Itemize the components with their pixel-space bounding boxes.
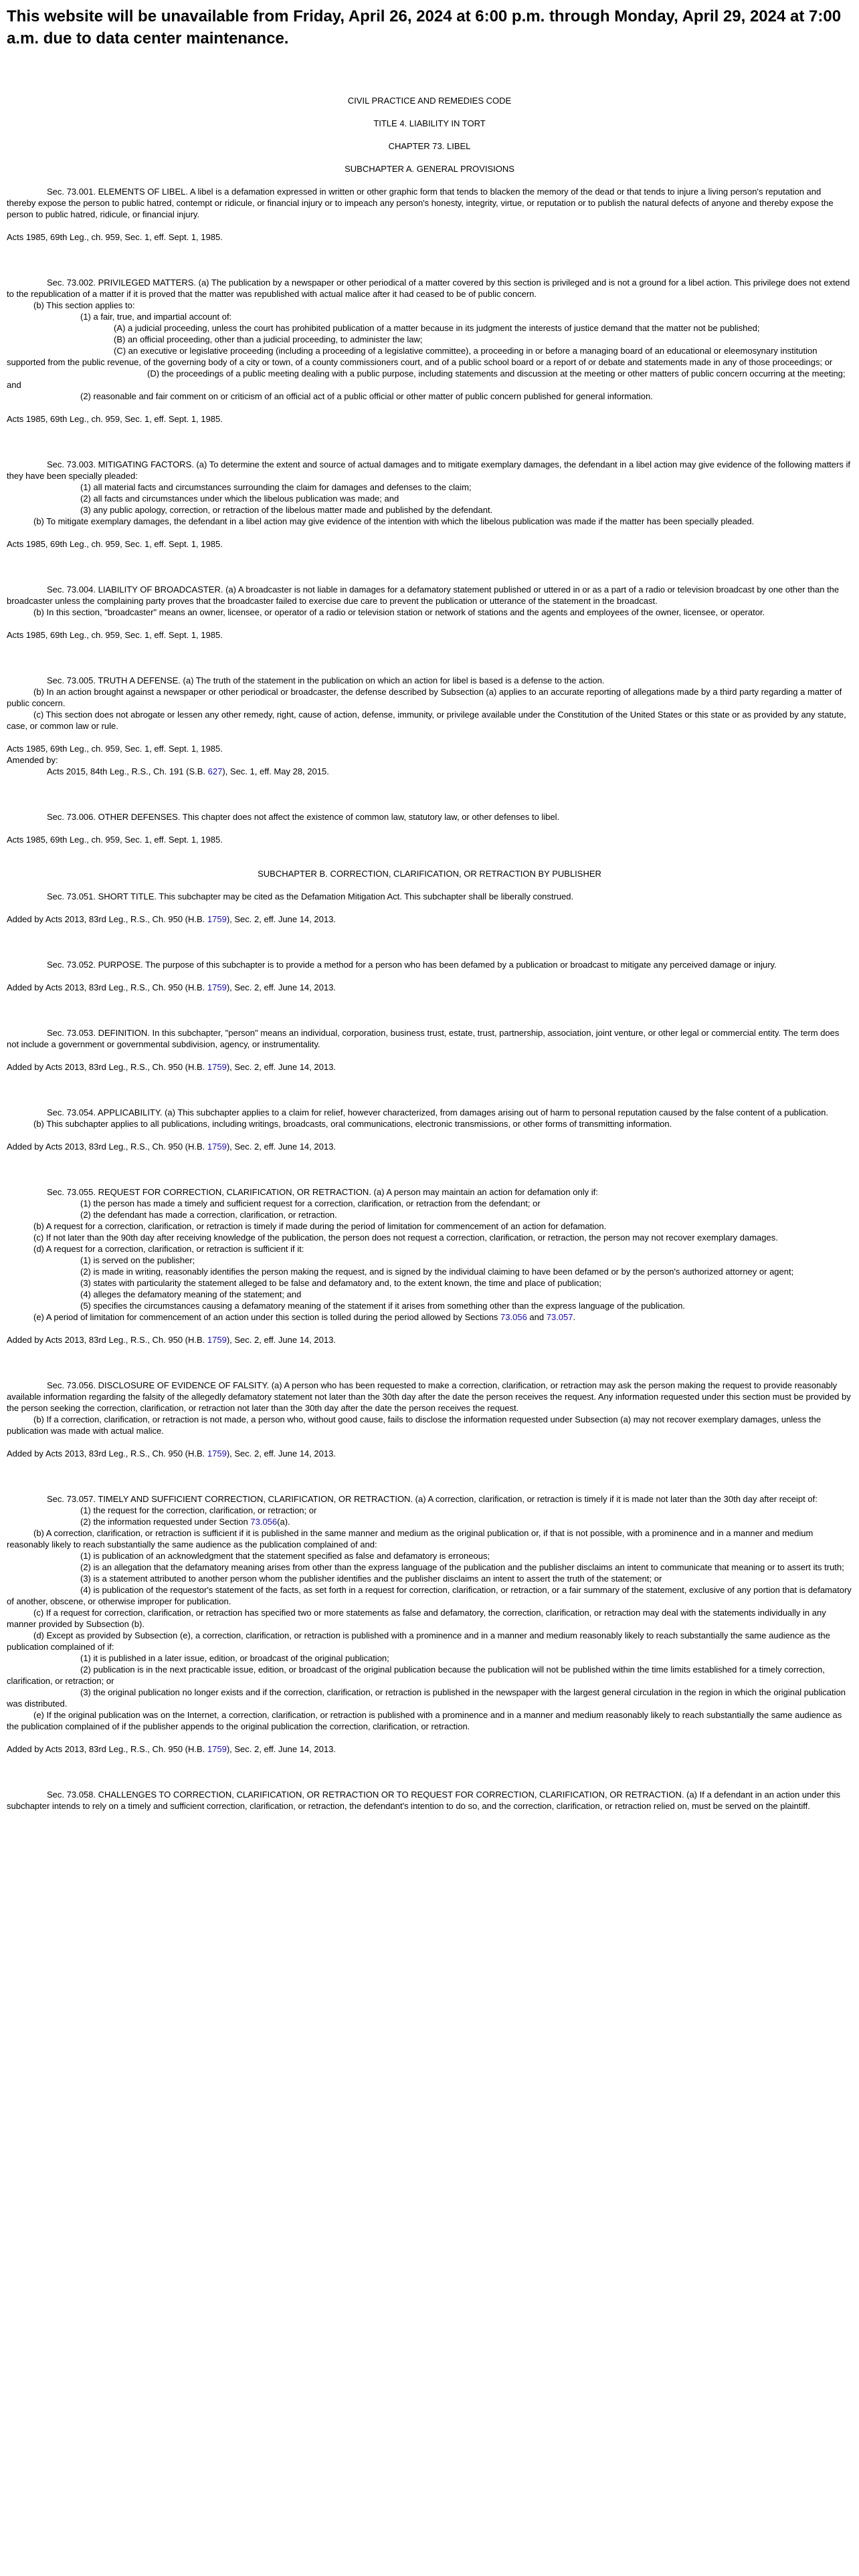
section-link-73-057[interactable]: 73.057 bbox=[546, 1312, 573, 1322]
section-73-004-a: Sec. 73.004. LIABILITY OF BROADCASTER. (a) A broadcaster is not liable in damages for a defamatory statement published or uttered in or as a part of a radio or television broadcast by one other than the broadcaster unless the complaining party proves that the broadcaster failed to exercise due care to prevent the publication or utterance of the statement in the broadcast. bbox=[7, 584, 840, 606]
section-73-002-b1d: (D) the proceedings of a public meeting dealing with a public purpose, including statements and discussion at the meeting or other matters of public concern occurring at the meeting; and bbox=[7, 368, 846, 390]
history-note: Acts 1985, 69th Leg., ch. 959, Sec. 1, eff. Sept. 1, 1985. bbox=[7, 414, 223, 424]
section-73-055-d5: (5) specifies the circumstances causing a defamatory meaning of the statement if it arises from something other than the express language of the publication. bbox=[80, 1301, 685, 1311]
history-text: Added by Acts 2013, 83rd Leg., R.S., Ch. 950 (H.B. bbox=[7, 1744, 207, 1754]
history-note bbox=[7, 1061, 852, 1073]
bill-link-hb-1759[interactable]: 1759 bbox=[207, 1142, 227, 1152]
amendment-note bbox=[7, 766, 852, 777]
section-73-055-e bbox=[7, 1311, 852, 1323]
section-73-057-c: (c) If a request for correction, clarification, or retraction has specified two or more statements as false and defamatory, the correction, clarification, or retraction may deal with the statements individually in any manner provided by Subsection (b). bbox=[7, 1608, 826, 1629]
section-73-055-a: Sec. 73.055. REQUEST FOR CORRECTION, CLARIFICATION, OR RETRACTION. (a) A person may maintain an action for defamation only if: bbox=[47, 1187, 598, 1197]
history-note bbox=[7, 1141, 852, 1152]
section-text: . bbox=[573, 1312, 576, 1322]
section-73-056-b: (b) If a correction, clarification, or retraction is not made, a person who, without good cause, fails to disclose the information requested under Subsection (a) may not recover exemplary damages, unless the publication was made with actual malice. bbox=[7, 1414, 822, 1436]
section-text: (e) A period of limitation for commencement of an action under this section is tolled during the period allowed by Sections bbox=[33, 1312, 501, 1322]
history-text: ), Sec. 2, eff. June 14, 2013. bbox=[226, 1335, 336, 1345]
section-73-054-b: (b) This subchapter applies to all publications, including writings, broadcasts, oral communications, electronic transmissions, or other forms of transmitting information. bbox=[33, 1119, 672, 1129]
section-text: and bbox=[527, 1312, 547, 1322]
section-73-002-b: (b) This section applies to: bbox=[33, 300, 135, 310]
section-73-057-b: (b) A correction, clarification, or retraction is sufficient if it is published in the same manner and medium as the original publication or, if that is not possible, with a prominence and in a manner and medium reasonably likely to reach substantially the same audience as the publication complained of and: bbox=[7, 1528, 814, 1549]
history-text: ), Sec. 2, eff. June 14, 2013. bbox=[226, 1744, 336, 1754]
section-73-057-b1: (1) is publication of an acknowledgment that the statement specified as false and defamatory is erroneous; bbox=[80, 1551, 490, 1561]
section-73-055-b: (b) A request for a correction, clarification, or retraction is timely if made during the period of limitation for commencement of an action for defamation. bbox=[33, 1221, 607, 1231]
amended-by-label: Amended by: bbox=[7, 755, 58, 765]
history-text: Added by Acts 2013, 83rd Leg., R.S., Ch. 950 (H.B. bbox=[7, 914, 207, 924]
section-73-052: Sec. 73.052. PURPOSE. The purpose of this subchapter is to provide a method for a person who has been defamed by a publication or broadcast to mitigate any perceived damage or injury. bbox=[47, 960, 777, 970]
section-73-002-b1a: (A) a judicial proceeding, unless the court has prohibited publication of a matter because in its judgment the interests of justice demand that the matter not be published; bbox=[114, 323, 760, 333]
history-text: ), Sec. 2, eff. June 14, 2013. bbox=[226, 1448, 336, 1459]
section-73-002-b1: (1) a fair, true, and impartial account of: bbox=[80, 312, 232, 322]
title-heading: TITLE 4. LIABILITY IN TORT bbox=[373, 118, 486, 128]
history-text: Added by Acts 2013, 83rd Leg., R.S., Ch. 950 (H.B. bbox=[7, 1142, 207, 1152]
section-73-003-b: (b) To mitigate exemplary damages, the defendant in a libel action may give evidence of the intention with which the libelous publication was made if the matter has been specially pleaded. bbox=[33, 516, 755, 526]
subchapter-a-heading: SUBCHAPTER A. GENERAL PROVISIONS bbox=[345, 164, 514, 174]
section-73-005-b: (b) In an action brought against a newspaper or other periodical or broadcaster, the defense described by Subsection (a) applies to an accurate reporting of allegations made by a third party regarding a matter of public concern. bbox=[7, 687, 842, 708]
section-text: (a). bbox=[277, 1517, 290, 1527]
section-73-057-a1: (1) the request for the correction, clarification, or retraction; or bbox=[80, 1505, 317, 1515]
section-73-002-b1c: (C) an executive or legislative proceeding (including a proceeding of a legislative committee), a proceeding in or before a managing board of an educational or eleemosynary institution supported from the public revenue, of the governing body of a city or town, of a county commissioners court, and of a public school board or a report of or debate and statements made in any of those proceedings; or bbox=[7, 346, 833, 367]
history-note: Acts 1985, 69th Leg., ch. 959, Sec. 1, eff. Sept. 1, 1985. bbox=[7, 630, 223, 640]
section-73-057-b4: (4) is publication of the requestor's statement of the facts, as set forth in a request for correction, clarification, or retraction, or a fair summary of the statement, exclusive of any portion that is defamatory of another, obscene, or otherwise improper for publication. bbox=[7, 1585, 852, 1606]
section-73-055-d3: (3) states with particularity the statement alleged to be false and defamatory and, to the extent known, the time and place of publication; bbox=[80, 1278, 602, 1288]
amendment-text: Acts 2015, 84th Leg., R.S., Ch. 191 (S.B. bbox=[47, 766, 208, 776]
history-note: Acts 1985, 69th Leg., ch. 959, Sec. 1, eff. Sept. 1, 1985. bbox=[7, 835, 223, 845]
section-73-005-c: (c) This section does not abrogate or lessen any other remedy, right, cause of action, defense, immunity, or privilege available under the Constitution of the United States or this state or as provided by any statute, case, or common law or rule. bbox=[7, 710, 846, 731]
statute-document bbox=[0, 49, 859, 1812]
history-note bbox=[7, 914, 852, 925]
section-text: (2) the information requested under Section bbox=[80, 1517, 251, 1527]
section-73-057-b2: (2) is an allegation that the defamatory meaning arises from other than the express language of the publication and the publisher disclaims an intent to communicate that meaning or to assert its truth; bbox=[80, 1562, 844, 1572]
section-73-055-d4: (4) alleges the defamatory meaning of the statement; and bbox=[80, 1289, 302, 1299]
section-73-003-a: Sec. 73.003. MITIGATING FACTORS. (a) To determine the extent and source of actual damages and to mitigate exemplary damages, the defendant in a libel action may give evidence of the following matters if they have been specially pleaded: bbox=[7, 459, 850, 481]
section-73-003-a1: (1) all material facts and circumstances surrounding the claim for damages and defenses to the claim; bbox=[80, 482, 472, 492]
history-note bbox=[7, 1743, 852, 1755]
section-link-73-056[interactable]: 73.056 bbox=[250, 1517, 278, 1527]
section-link-73-056[interactable]: 73.056 bbox=[500, 1312, 527, 1322]
history-text: Added by Acts 2013, 83rd Leg., R.S., Ch. 950 (H.B. bbox=[7, 1448, 207, 1459]
section-73-057-e: (e) If the original publication was on the Internet, a correction, clarification, or retraction is published with a prominence and in a manner and medium reasonably likely to reach substantially the same audience as the publication complained of if the publisher appends to the original publication the correction, clarification, or retraction. bbox=[7, 1710, 842, 1731]
subchapter-b-heading: SUBCHAPTER B. CORRECTION, CLARIFICATION, OR RETRACTION BY PUBLISHER bbox=[258, 869, 601, 879]
history-text: Added by Acts 2013, 83rd Leg., R.S., Ch. 950 (H.B. bbox=[7, 1335, 207, 1345]
section-73-054-a: Sec. 73.054. APPLICABILITY. (a) This subchapter applies to a claim for relief, however characterized, from damages arising out of harm to personal reputation caused by the false content of a publication. bbox=[47, 1107, 828, 1117]
section-73-055-d: (d) A request for a correction, clarification, or retraction is sufficient if it: bbox=[33, 1244, 304, 1254]
section-73-057-d1: (1) it is published in a later issue, edition, or broadcast of the original publication; bbox=[80, 1653, 389, 1663]
maintenance-banner: This website will be unavailable from Friday, April 26, 2024 at 6:00 p.m. through Monday, April 29, 2024 at 7:00 a.m. due to data center maintenance. bbox=[7, 7, 842, 47]
history-note: Acts 1985, 69th Leg., ch. 959, Sec. 1, eff. Sept. 1, 1985. bbox=[7, 539, 223, 549]
section-73-003-a2: (2) all facts and circumstances under which the libelous publication was made; and bbox=[80, 494, 399, 504]
section-73-006: Sec. 73.006. OTHER DEFENSES. This chapter does not affect the existence of common law, statutory law, or other defenses to libel. bbox=[47, 812, 560, 822]
history-note: Acts 1985, 69th Leg., ch. 959, Sec. 1, eff. Sept. 1, 1985. bbox=[7, 744, 223, 754]
bill-link-hb-1759[interactable]: 1759 bbox=[207, 982, 227, 992]
history-text: ), Sec. 2, eff. June 14, 2013. bbox=[226, 982, 336, 992]
bill-link-sb-627[interactable]: 627 bbox=[207, 766, 223, 776]
section-73-057-a2 bbox=[7, 1516, 852, 1527]
bill-link-hb-1759[interactable]: 1759 bbox=[207, 914, 227, 924]
section-73-003-a3: (3) any public apology, correction, or retraction of the libelous matter made and published by the defendant. bbox=[80, 505, 493, 515]
history-text: Added by Acts 2013, 83rd Leg., R.S., Ch. 950 (H.B. bbox=[7, 1062, 207, 1072]
section-73-056-a: Sec. 73.056. DISCLOSURE OF EVIDENCE OF FALSITY. (a) A person who has been requested to make a correction, clarification, or retraction may ask the person making the request to provide reasonably available information regarding the falsity of the allegedly defamatory statement not later than the 30th day after the date the person receives the request. Any information requested under this section must be provided by the person seeking the correction, clarification, or retraction not later than the 30th day after the date the person receives the request. bbox=[7, 1380, 851, 1413]
bill-link-hb-1759[interactable]: 1759 bbox=[207, 1448, 227, 1459]
section-73-002-b2: (2) reasonable and fair comment on or criticism of an official act of a public official or other matter of public concern published for general information. bbox=[80, 391, 653, 401]
code-heading: CIVIL PRACTICE AND REMEDIES CODE bbox=[347, 96, 512, 106]
section-73-057-b3: (3) is a statement attributed to another person whom the publisher identifies and the publisher disclaims an intent to assert the truth of the statement; or bbox=[80, 1574, 662, 1584]
section-73-055-a1: (1) the person has made a timely and sufficient request for a correction, clarification, or retraction from the defendant; or bbox=[80, 1198, 541, 1208]
chapter-heading: CHAPTER 73. LIBEL bbox=[388, 141, 471, 151]
section-73-051: Sec. 73.051. SHORT TITLE. This subchapter may be cited as the Defamation Mitigation Act. This subchapter shall be liberally construed. bbox=[47, 891, 574, 901]
history-note bbox=[7, 1334, 852, 1346]
bill-link-hb-1759[interactable]: 1759 bbox=[207, 1335, 227, 1345]
section-73-058-a: Sec. 73.058. CHALLENGES TO CORRECTION, CLARIFICATION, OR RETRACTION OR TO REQUEST FOR CORRECTION, CLARIFICATION, OR RETRACTION. (a) If a defendant in an action under this subchapter intends to rely on a timely and sufficient correction, clarification, or retraction, the defendant's intention to do so, and the correction, clarification, or retraction relied on, must be served on the plaintiff. bbox=[7, 1790, 840, 1811]
amendment-text: ), Sec. 1, eff. May 28, 2015. bbox=[222, 766, 329, 776]
history-note bbox=[7, 1448, 852, 1459]
section-73-004-b: (b) In this section, "broadcaster" means an owner, licensee, or operator of a radio or television station or network of stations and the agents and employees of the owner, licensee, or operator. bbox=[33, 607, 765, 617]
history-text: Added by Acts 2013, 83rd Leg., R.S., Ch. 950 (H.B. bbox=[7, 982, 207, 992]
history-note: Acts 1985, 69th Leg., ch. 959, Sec. 1, eff. Sept. 1, 1985. bbox=[7, 232, 223, 242]
section-73-001: Sec. 73.001. ELEMENTS OF LIBEL. A libel is a defamation expressed in written or other graphic form that tends to blacken the memory of the dead or that tends to injure a living person's reputation and thereby expose the person to public hatred, contempt or ridicule, or financial injury or to impeach any person's honesty, integrity, virtue, or reputation or to publish the natural defects of anyone and thereby expose the person to public hatred, ridicule, or financial injury. bbox=[7, 187, 834, 219]
history-text: ), Sec. 2, eff. June 14, 2013. bbox=[226, 1062, 336, 1072]
history-text: ), Sec. 2, eff. June 14, 2013. bbox=[226, 1142, 336, 1152]
section-73-002-a: Sec. 73.002. PRIVILEGED MATTERS. (a) The publication by a newspaper or other periodical of a matter covered by this section is privileged and is not a ground for a libel action. This privilege does not extend to the republication of a matter if it is proved that the matter was republished with actual malice after it had ceased to be of public concern. bbox=[7, 278, 850, 299]
section-73-055-d1: (1) is served on the publisher; bbox=[80, 1255, 195, 1265]
section-73-055-c: (c) If not later than the 90th day after receiving knowledge of the publication, the person does not request a correction, clarification, or retraction, the person may not recover exemplary damages. bbox=[33, 1232, 778, 1243]
section-73-002-b1b: (B) an official proceeding, other than a judicial proceeding, to administer the law; bbox=[114, 334, 423, 344]
history-text: ), Sec. 2, eff. June 14, 2013. bbox=[226, 914, 336, 924]
history-note bbox=[7, 982, 852, 993]
section-73-005-a: Sec. 73.005. TRUTH A DEFENSE. (a) The truth of the statement in the publication on which an action for libel is based is a defense to the action. bbox=[47, 675, 605, 685]
section-73-057-a: Sec. 73.057. TIMELY AND SUFFICIENT CORRECTION, CLARIFICATION, OR RETRACTION. (a) A correction, clarification, or retraction is timely if it is made not later than the 30th day after receipt of: bbox=[47, 1494, 818, 1504]
bill-link-hb-1759[interactable]: 1759 bbox=[207, 1744, 227, 1754]
section-73-057-d2: (2) publication is in the next practicable issue, edition, or broadcast of the original publication because the publication will not be published within the time limits established for a timely correction, clarification, or retraction; or bbox=[7, 1665, 825, 1686]
section-73-055-a2: (2) the defendant has made a correction, clarification, or retraction. bbox=[80, 1210, 337, 1220]
section-73-055-d2: (2) is made in writing, reasonably identifies the person making the request, and is signed by the individual claiming to have been defamed or by the person's authorized attorney or agent; bbox=[80, 1267, 794, 1277]
section-73-057-d3: (3) the original publication no longer exists and if the correction, clarification, or retraction is published in the newspaper with the largest general circulation in the region in which the original publication was distributed. bbox=[7, 1687, 846, 1709]
section-73-057-d: (d) Except as provided by Subsection (e), a correction, clarification, or retraction is published with a prominence and in a manner and medium reasonably likely to reach substantially the same audience as the publication complained of if: bbox=[7, 1630, 830, 1652]
bill-link-hb-1759[interactable]: 1759 bbox=[207, 1062, 227, 1072]
section-73-053: Sec. 73.053. DEFINITION. In this subchapter, "person" means an individual, corporation, business trust, estate, trust, partnership, association, joint venture, or other legal or commercial entity. The term does not include a government or governmental subdivision, agency, or instrumentality. bbox=[7, 1028, 840, 1049]
